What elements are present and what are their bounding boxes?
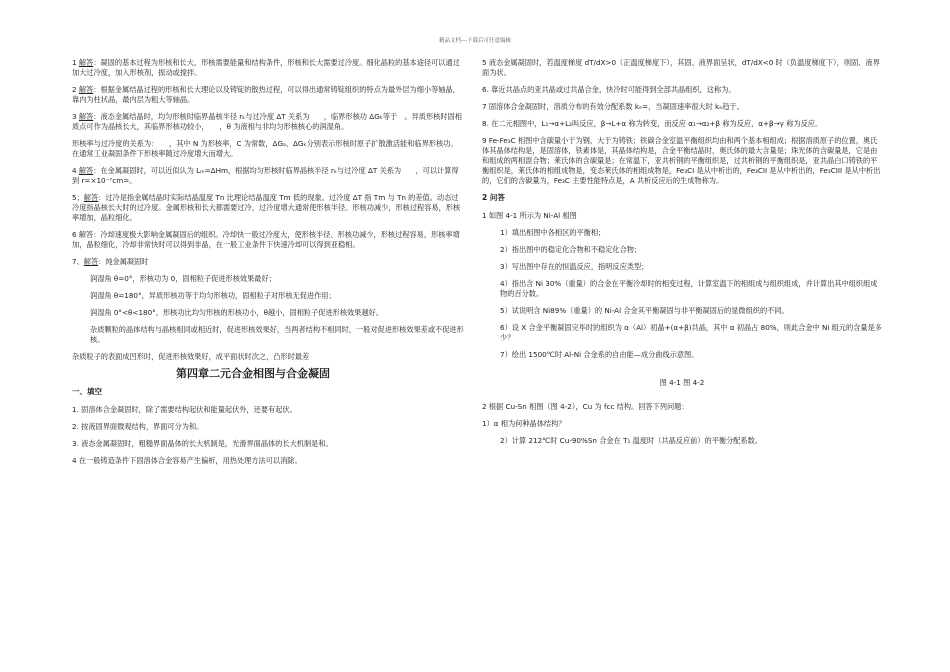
figure-caption: 图 4-1 图 4-2	[659, 378, 705, 387]
answer-6: 6 解答：冷却速度极大影响金属凝固后的组织。冷却快一般过冷度大，使形核半径、形核功减少，形核过程容易，形核率增加，晶粒细化，冷却非常快时可以得到非晶，在一般工业条件下快速冷却可以得到亚稳相。	[72, 230, 460, 249]
fill-item-7: 7 固溶体合金凝固时，溶质分布的有效分配系数 kₑ=，当凝固速率很大时 kₑ趋于。	[482, 102, 744, 111]
impurity-surface-text: 杂质粒子的表面成凹形时，促进形核效果好，成平面状时次之，凸形时最差	[72, 352, 310, 361]
fill-item-6: 6. 靠近共晶点的亚共晶或过共晶合金，快冷时可能得到全部共晶组织，这称为。	[482, 85, 736, 94]
fill-item-2: 2. 按液固界面微观结构，界面可分为和。	[72, 422, 204, 431]
section-fill-in: 一、填空	[72, 387, 102, 396]
question-1-sub-3: 3）写出图中存在的恒温反应，指明反应类型；	[500, 262, 649, 271]
question-1-sub-1: 1）填出相图中各相区的平衡相；	[500, 228, 606, 237]
wetting-angle-180: 润湿角 θ=180°，异质形核功等于均匀形核功，固相粒子对形核无促进作用；	[90, 291, 336, 300]
answer-5: 5；解答：过冷是指金属结晶时实际结晶温度 Tn 比理论结晶温度 Tm 低的现象。过冷度 ΔT 指 Tm 与 Tn 的差值。动态过冷度指晶核长大时的过冷度。金属形核和长大都需要过冷，过冷度增大通常使形核半径、形核功减少，形核过程容易，形核率增加，晶粒细化。	[72, 193, 461, 222]
section-qa: 2 问答	[482, 193, 505, 202]
question-1-sub-7: 7）绘出 1500℃时 Al-Ni 合金系的自由能—成分曲线示意图。	[500, 350, 699, 359]
page-header: 精品文档---下载后可任意编辑	[439, 38, 511, 44]
question-1-sub-6: 6）设 X 合金平衡凝固完毕时的组织为 α（Al）初晶+(α+β)共晶，其中 α 初晶占 80%，则此合金中 Ni 组元的含量是多少？	[500, 323, 882, 342]
wetting-angle-0: 润湿角 θ=0°，形核功为 0，固相粒子促进形核效果最好；	[90, 274, 276, 283]
question-1-sub-2: 2）指出图中的稳定化合物和不稳定化合物；	[500, 245, 642, 254]
fill-item-4: 4 在一般铸造条件下固溶体合金容易产生偏析，用热处理方法可以消除。	[72, 456, 302, 465]
left-column	[72, 58, 464, 473]
question-1: 1 如图 4-1 所示为 Ni-Al 相图	[482, 211, 577, 220]
answer-1: 1 解答：凝固的基本过程为形核和长大，形核需要能量和结构条件，形核和长大需要过冷度。细化晶粒的基本途径可以通过加大过冷度，加入形核剂，振动或搅拌。	[72, 58, 460, 77]
chapter-title: 第四章二元合金相图与合金凝固	[176, 367, 330, 380]
answer-2: 2 解答：根据金属结晶过程的形核和长大理论以及铸锭的散热过程，可以得出通常铸锭组织的特点为最外层为细小等轴晶，靠内为柱状晶，最内层为粗大等轴晶。	[72, 85, 460, 104]
fill-item-1: 1. 固溶体合金凝固时，除了需要结构起伏和能量起伏外，还要有起伏。	[72, 405, 297, 414]
question-2-sub-2: 2）计算 212℃时 Cu-90%Sn 合金在 T₁ 温度时（共晶反应前）的平衡分配系数。	[500, 436, 763, 445]
right-column	[482, 58, 882, 453]
answer-4: 4 解答：在金属凝固时，可以近似认为 Lₘ=ΔHm，根据均匀形核时临界晶核半径 rₖ与过冷度 ΔT 关系为 ，可以计算得到 r=×10⁻⁷cm=。	[72, 166, 459, 185]
question-2-sub-1: 1）α 相为何种晶体结构？	[482, 419, 566, 428]
impurity-structure-text: 杂质颗粒的晶体结构与晶核相同或相近时，促进形核效果好，当两者结构不相同时，一般对促进形核效果差或不促进形核。	[90, 325, 464, 344]
fill-item-5: 5 液态金属凝固时，若温度梯度 dT/dX>0（正温度梯度下），其固、液界面呈状，dT/dX<0 时（负温度梯度下），则固、液界面为状。	[482, 58, 880, 77]
question-1-sub-5: 5）试说明含 Ni89%（重量）的 Ni-Al 合金其平衡凝固与非平衡凝固后的显微组织的不同。	[500, 306, 789, 315]
answer-7: 7、解答：纯金属凝固时	[72, 257, 149, 266]
question-1-sub-4: 4）指出含 Ni 30%（重量）的合金在平衡冷却时的相变过程，计算室温下的相组成与组织组成，并计算出其中组织组成物的百分数。	[500, 279, 878, 298]
fill-item-9: 9 Fe-Fe₃C 相图中含碳量小于为钢，大于为铸铁；铁碳合金室温平衡组织均由和两个基本相组成；根据溶质原子的位置，奥氏体其晶体结构是，是固溶体，铁素体是，其晶体结构是，合金平衡结晶时，奥氏体的最大含量是；珠光体的含碳量是，它是由和组成的两相混合物；莱氏体的含碳量是；在常温下，亚共析钢的平衡组织是，过共析钢的平衡组织是，亚共晶白口铸铁的平衡组织是，莱氏体的相组成物是，变态莱氏体的相组成物是，Fe₃CI 是从中析出的，Fe₃CII 是从中析出的，Fe₃CIII 是从中析出的，它们的含碳量为，Fe₃C 主要性能特点是，A 共析反应后的生成物称为。	[482, 136, 881, 185]
question-2: 2 根据 Cu-Sn 相图（图 4-2），Cu 为 fcc 结构。回答下列问题：	[482, 402, 689, 411]
fill-item-3: 3. 液态金属凝固时，粗糙界面晶体的长大机制是，光滑界面晶体的长大机制是和。	[72, 439, 333, 448]
wetting-angle-between: 润湿角 0°<θ<180°，形核功比均匀形核的形核功小，θ越小，固相粒子促进形核效果越好。	[90, 308, 383, 317]
answer-3: 3 解答：液态金属结晶时，均匀形核时临界晶核半径 rₖ与过冷度 ΔT 关系为 ，临界形核功 ΔGₖ等于 。异质形核时固相质点可作为晶核长大，其临界形核功较小， ，θ 为液相与非均匀形核核心的润湿角。	[72, 112, 462, 131]
nucleation-rate-text: 形核率与过冷度的关系为： ，其中 N 为形核率，C 为常数，ΔGₐ、ΔGₖ分别表示形核时原子扩散激活能和临界形核功。在通常工业凝固条件下形核率随过冷度增大而增大。	[72, 139, 458, 158]
fill-item-8: 8. 在二元相图中，L₁→α+L₂叫反应，β→L+α 称为转变，而反应 α₁→α₂+β 称为反应，α+β→γ 称为反应。	[482, 119, 823, 128]
